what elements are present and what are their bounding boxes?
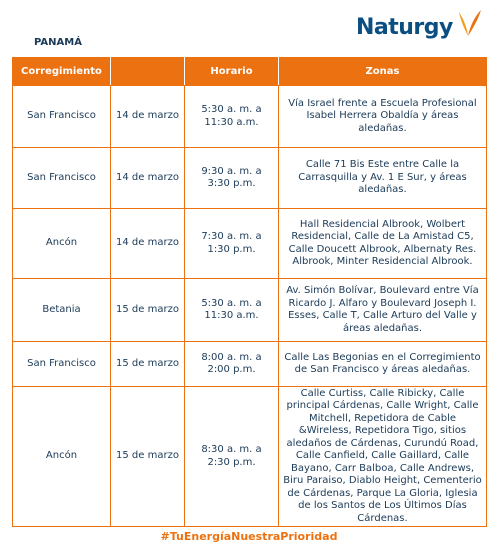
table-row [13, 342, 487, 387]
cell-corregimiento: Ancón [13, 209, 111, 279]
hashtag: #TuEnergíaNuestraPrioridad [160, 530, 338, 543]
table-row [13, 387, 487, 527]
cell-date: 15 de marzo [111, 387, 185, 527]
col-header-horario: Horario [185, 58, 279, 86]
cell-corregimiento: San Francisco [13, 342, 111, 387]
cell-zonas: Hall Residencial Albrook, Wolbert Residencial, Calle de La Amistad C5, Calle Doucett Albrook, Albernaty Res. Albrook, Minter Residencial Albrook. [279, 209, 487, 279]
cell-date: 15 de marzo [111, 342, 185, 387]
naturgy-logo [356, 9, 483, 45]
col-header-zonas: Zonas [279, 58, 487, 86]
table-row [13, 148, 487, 209]
cell-zonas: Vía Israel frente a Escuela Profesional Isabel Herrera Obaldía y áreas aledañas. [279, 86, 487, 148]
logo-text: Naturgy [356, 14, 453, 40]
cell-zonas: Calle Curtiss, Calle Ribicky, Calle principal Cárdenas, Calle Wright, Calle Mitchell, Repetidora de Cable &Wireless, Repetidora Tigo, sitios aledaños de Cárdenas, Curundú Road, Calle Canfield, Calle Gaillard, Calle Bayano, Carr Balboa, Calle Andrews, Biru Paraiso, Diablo Height, Cementerio de Cárdenas, Parque La Gloria, Iglesia de los Santos de Los Últimos Días Cárdenas. [279, 387, 487, 527]
cell-zonas: Av. Simón Bolívar, Boulevard entre Vía Ricardo J. Alfaro y Boulevard Joseph I. Esses, Calle T, Calle Arturo del Valle y áreas aledañas. [279, 279, 487, 342]
cell-horario: 8:00 a. m. a 2:00 p.m. [185, 342, 279, 387]
schedule-table [12, 57, 487, 527]
cell-date: 15 de marzo [111, 279, 185, 342]
butterfly-logo-icon [455, 8, 483, 40]
cell-corregimiento: San Francisco [13, 148, 111, 209]
cell-date: 14 de marzo [111, 209, 185, 279]
table-header-row [13, 58, 487, 86]
cell-horario: 5:30 a. m. a 11:30 a.m. [185, 279, 279, 342]
table-row [13, 209, 487, 279]
table-row [13, 279, 487, 342]
cell-corregimiento: Ancón [13, 387, 111, 527]
region-label: PANAMÁ [34, 37, 82, 48]
cell-horario: 5:30 a. m. a 11:30 a.m. [185, 86, 279, 148]
cell-horario: 8:30 a. m. a 2:30 p.m. [185, 387, 279, 527]
col-header-fecha [111, 58, 185, 86]
cell-horario: 9:30 a. m. a 3:30 p.m. [185, 148, 279, 209]
cell-date: 14 de marzo [111, 86, 185, 148]
cell-zonas: Calle Las Begonias en el Corregimiento de San Francisco y áreas aledañas. [279, 342, 487, 387]
cell-horario: 7:30 a. m. a 1:30 p.m. [185, 209, 279, 279]
cell-corregimiento: San Francisco [13, 86, 111, 148]
cell-date: 14 de marzo [111, 148, 185, 209]
cell-corregimiento: Betania [13, 279, 111, 342]
table-row [13, 86, 487, 148]
cell-zonas: Calle 71 Bis Este entre Calle la Carrasquilla y Av. 1 E Sur, y áreas aledañas. [279, 148, 487, 209]
col-header-corregimiento: Corregimiento [13, 58, 111, 86]
